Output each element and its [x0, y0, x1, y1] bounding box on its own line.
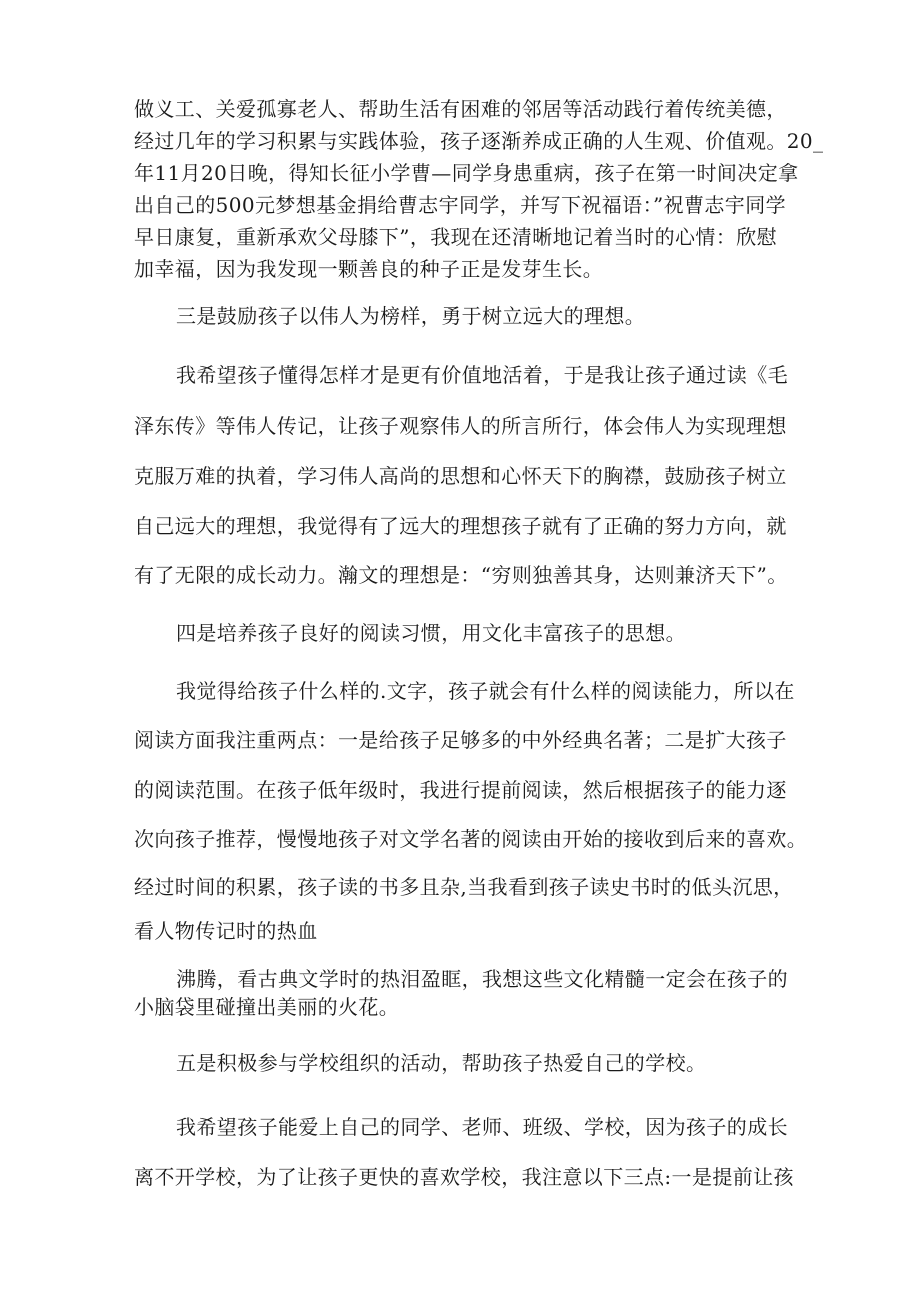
text-line: 有了无限的成长动力。瀚文的理想是：“穷则独善其身，达则兼济天下”。 [134, 563, 788, 587]
text-line: 出自己的500元梦想基金捐给曹志宇同学，并写下祝福语：”祝曹志宇同学 [134, 193, 786, 217]
text-line: 我希望孩子能爱上自己的同学、老师、班级、学校，因为孩子的成长 [176, 1115, 788, 1139]
text-line: 我希望孩子懂得怎样才是更有价值地活着，于是我让孩子通过读《毛 [176, 363, 788, 387]
text-line: 离不开学校，为了让孩子更快的喜欢学校，我注意以下三点:一是提前让孩 [134, 1165, 794, 1189]
text-line: 阅读方面我注重两点：一是给孩子足够多的中外经典名著；二是扩大孩子 [134, 728, 787, 752]
text-line: 沸腾，看古典文学时的热泪盈眶，我想这些文化精髓一定会在孩子的 [176, 967, 788, 991]
text-line: 克服万难的执着，学习伟人高尚的思想和心怀天下的胸襟，鼓励孩子树立 [134, 464, 787, 488]
text-line: 年11月20日晚，得知长征小学曹—同学身患重病，孩子在第一时间决定拿 [134, 161, 799, 185]
text-line: 我觉得给孩子什么样的.文字，孩子就会有什么样的阅读能力，所以在 [176, 679, 795, 703]
section-heading-five: 五是积极参与学校组织的活动，帮助孩子热爱自己的学校。 [176, 1051, 707, 1075]
text-line: 小脑袋里碰撞出美丽的火花。 [134, 995, 400, 1019]
section-heading-three: 三是鼓励孩子以伟人为榜样，勇于树立远大的理想。 [176, 304, 646, 328]
text-line: 做义工、关爱孤寡老人、帮助生活有困难的邻居等活动践行着传统美德， [134, 97, 787, 121]
text-line: 泽东传》等伟人传记，让孩子观察伟人的所言所行，体会伟人为实现理想 [134, 414, 787, 438]
text-line: 次向孩子推荐，慢慢地孩子对文学名著的阅读由开始的接收到后来的喜欢。 [134, 827, 808, 851]
text-line: 早日康复，重新承欢父母膝下”，我现在还清晰地记着当时的心情：欣慰 [134, 225, 778, 249]
text-line: 的阅读范围。在孩子低年级时，我进行提前阅读，然后根据孩子的能力逐 [134, 778, 787, 802]
text-line: 自己远大的理想，我觉得有了远大的理想孩子就有了正确的努力方向，就 [134, 514, 787, 538]
section-heading-four: 四是培养孩子良好的阅读习惯，用文化丰富孩子的思想。 [176, 621, 686, 645]
text-line: 看人物传记时的热血 [134, 919, 318, 943]
text-line: 加幸福，因为我发现一颗善良的种子正是发芽生长。 [134, 257, 604, 281]
text-line: 经过几年的学习积累与实践体验，孩子逐渐养成正确的人生观、价值观。20_ [134, 129, 824, 153]
text-line: 经过时间的积累，孩子读的书多且杂,当我看到孩子读史书时的低头沉思， [134, 875, 794, 899]
